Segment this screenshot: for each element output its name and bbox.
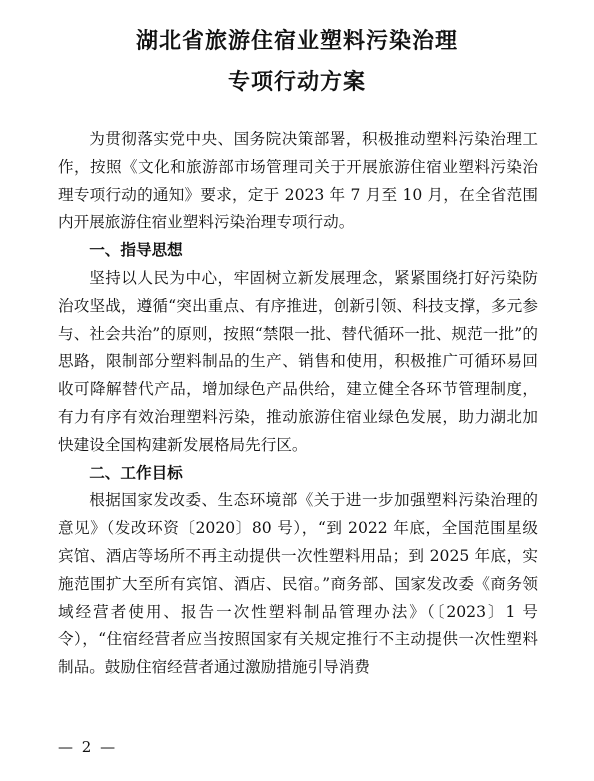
intro-paragraph: 为贯彻落实党中央、国务院决策部署，积极推动塑料污染治理工作，按照《文化和旅游部市场管理司关于开展旅游住宿业塑料污染治理专项行动的通知》要求，定于 2023 年 7 月至 10 月，在全省范围内开展旅游住宿业塑料污染治理专项行动。	[58, 130, 538, 232]
document-title-line-1: 湖北省旅游住宿业塑料污染治理	[135, 29, 458, 54]
document-body	[58, 126, 538, 682]
section-paragraph: 坚持以人民为中心，牢固树立新发展理念，紧紧围绕打好污染防治攻坚战，遵循“突出重点、有序推进，创新引领、科技支撑，多元参与、社会共治”的原则，按照“禁限一批、替代循环一批、规范一批”的思路，限制部分塑料制品的生产、销售和使用，积极推广可循环易回收可降解替代产品，增加绿色产品供给，建立健全各环节管理制度，有力有序有效治理塑料污染，推动旅游住宿业绿色发展，助力湖北加快建设全国构建新发展格局先行区。	[58, 268, 538, 454]
page-number: — 2 —	[58, 738, 118, 756]
section-heading: 一、指导思想	[89, 241, 183, 260]
section-paragraph: 根据国家发改委、生态环境部《关于进一步加强塑料污染治理的意见》（发改环资〔2020〕80 号），“到 2022 年底，全国范围星级宾馆、酒店等场所不再主动提供一次性塑料用品；到 2025 年底，实施范围扩大至所有宾馆、酒店、民宿。”商务部、国家发改委《商务领域经营者使用、报告一次性塑料制品管理办法》（〔2023〕1 号令），“住宿经营者应当按照国家有关规定推行不主动提供一次性塑料制品。鼓励住宿经营者通过激励措施引导消费	[58, 491, 538, 677]
section-heading: 二、工作目标	[89, 463, 183, 482]
document-title-line-2: 专项行动方案	[227, 70, 366, 95]
